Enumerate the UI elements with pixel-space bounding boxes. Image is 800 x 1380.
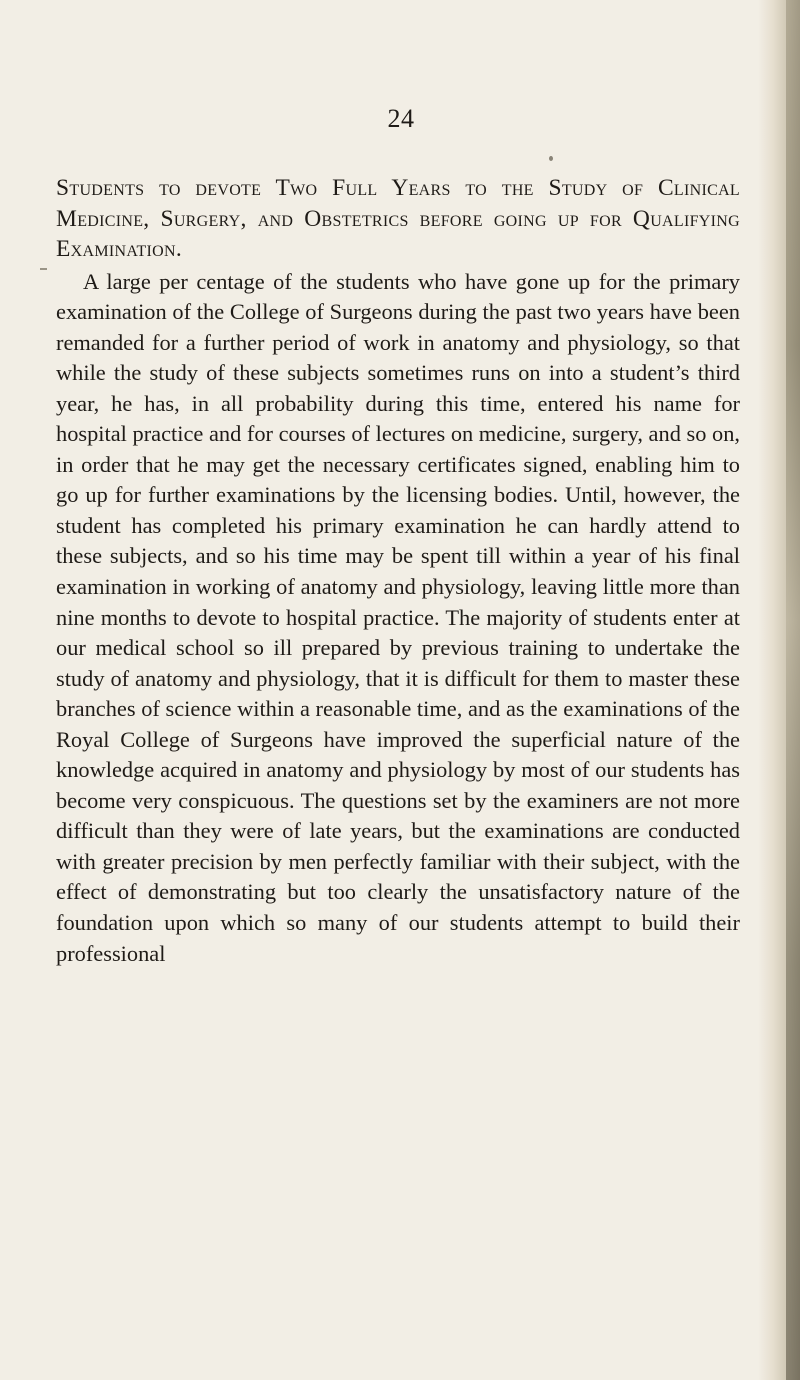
section-heading: Students to devote Two Full Years to the Study of Clinical Medicine, Surgery, and Obstetrics before going up for Qualifying Examination. [56,175,740,262]
text-block [56,173,740,969]
page-binding-edge [786,0,800,1380]
margin-mark [40,268,47,270]
page-number: 24 [387,104,415,133]
ink-speck [549,156,553,161]
body-paragraph: A large per centage of the students who have gone up for the primary examination of the College of Surgeons during the past two years have been remanded for a further period of work in anatomy and physiology, so that while the study of these subjects sometimes runs on into a student’s third year, he has, in all probability during this time, entered his name for hospital practice and for courses of lectures on medicine, surgery, and so on, in order that he may get the necessary certificates signed, enabling him to go up for further examinations by the licensing bodies. Until, however, the student has completed his primary examination he can hardly attend to these subjects, and so his time may be spent till within a year of his final examination in working of anatomy and physiology, leaving little more than nine months to devote to hospital practice. The majority of students enter at our medical school so ill prepared by previous training to undertake the study of anatomy and physiology, that it is difficult for them to master these branches of science within a reasonable time, and as the examinations of the Royal College of Surgeons have improved the superficial nature of the knowledge acquired in anatomy and physiology by most of our students has become very conspicuous. The questions set by the examiners are not more difficult than they were of late years, but the examinations are conducted with greater precision by men perfectly familiar with their subject, with the effect of demonstrating but too clearly the unsatisfactory nature of the foundation upon which so many of our students attempt to build their professional [56,268,740,966]
